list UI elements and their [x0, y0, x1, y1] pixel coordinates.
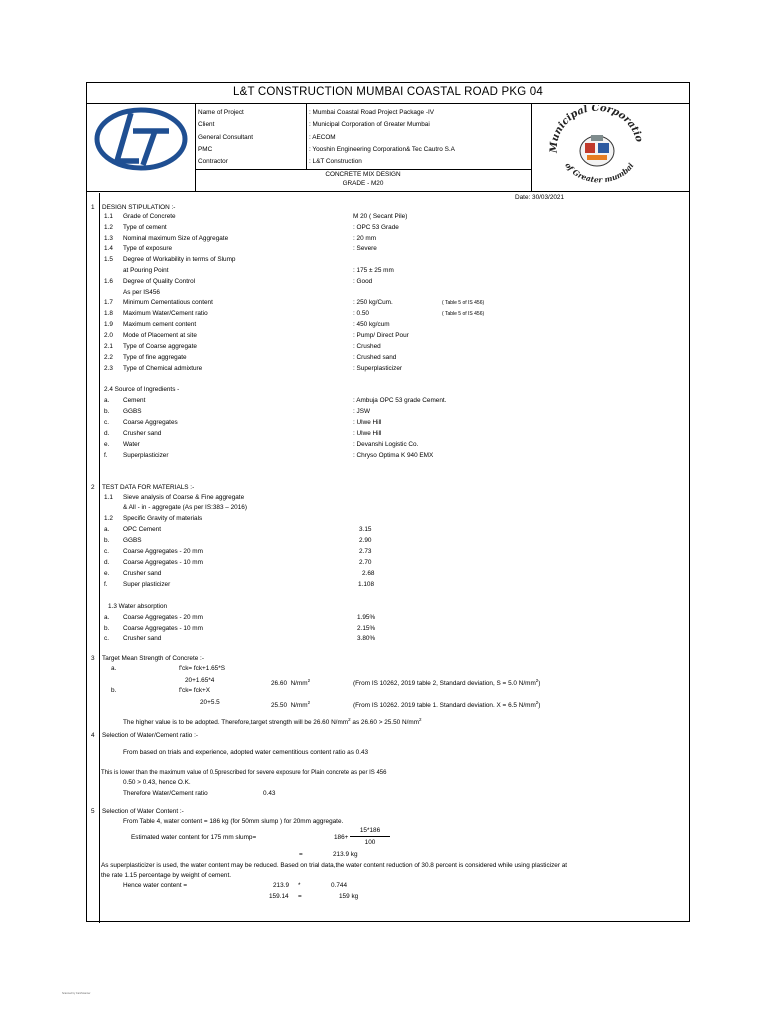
item-value: : 0.50	[353, 310, 369, 317]
item-label: Specific Gravity of materials	[123, 515, 203, 522]
sub-heading: 1.3 Water absorption	[108, 603, 168, 610]
note-end: )	[538, 680, 541, 687]
item-label: Type of fine aggregate	[123, 354, 187, 361]
item-value: : Severe	[353, 245, 377, 252]
item-label: & All - in - aggregate (As per IS:383 – 2016)	[123, 504, 247, 511]
item-label: Grade of Concrete	[123, 213, 176, 220]
item-number: b.	[104, 625, 110, 632]
item-label: Water	[123, 441, 140, 448]
section-heading: TEST DATA FOR MATERIALS :-	[102, 484, 195, 491]
body-text: Estimated water content for 175 mm slump=	[131, 834, 257, 841]
body-text: Therefore Water/Cement ratio	[123, 790, 208, 797]
item-number: 1.5	[104, 256, 113, 263]
result-number: 25.50	[271, 702, 287, 709]
item-number: a.	[111, 665, 117, 672]
body-text: From Table 4, water content = 186 kg (for 50mm slump ) for 20mm aggregate.	[123, 818, 344, 825]
unit-power: 2	[348, 717, 351, 722]
divider	[87, 103, 689, 104]
section-heading: Target Mean Strength of Concrete :-	[102, 655, 204, 662]
footer-watermark: Scanned by CamScanner	[62, 992, 91, 995]
header-label: Client	[198, 121, 215, 128]
fraction-bar	[350, 836, 390, 837]
item-label: Superplasticizer	[123, 452, 169, 459]
body-text: the rate 1.15 percentage by weight of cement.	[101, 872, 232, 879]
item-number: 2.3	[104, 365, 113, 372]
item-label: Maximum Water/Cement ratio	[123, 310, 208, 317]
header-label: Name of Project	[198, 109, 244, 116]
reference-note-text: (From IS 10262. 2019 table 1. Standard deviation. X = 6.5 N/mm	[353, 702, 536, 709]
item-number: 1.1	[104, 213, 113, 220]
header-label: General Consultant	[198, 134, 254, 141]
unit-power: 2	[419, 717, 422, 722]
item-label: Coarse Aggregates - 20 mm	[123, 614, 203, 621]
item-value: : JSW	[353, 408, 371, 415]
item-number: b.	[104, 537, 110, 544]
formula: f'ck= fck+X	[179, 687, 211, 694]
item-label: Nominal maximum Size of Aggregate	[123, 235, 229, 242]
reference-note	[353, 677, 540, 688]
item-value: : Ambuja OPC 53 grade Cement.	[353, 397, 447, 404]
mix-design-sheet	[86, 82, 690, 922]
item-value: : Pump/ Direct Pour	[353, 332, 409, 339]
item-value: : OPC 53 Grade	[353, 224, 399, 231]
item-value: : 250 kg/Cum.	[353, 299, 393, 306]
sub-heading: 2.4 Source of Ingredients -	[104, 386, 180, 393]
item-number: 1.7	[104, 299, 113, 306]
item-number: a.	[104, 526, 110, 533]
body-text: This is lower than the maximum value of 0.5prescribed for severe exposure for Plain concrete as per IS 456	[101, 770, 387, 776]
equals-sign: =	[298, 893, 302, 900]
item-number: 1.4	[104, 245, 113, 252]
formula-calc: 20+5.5	[200, 699, 220, 706]
divider	[531, 103, 532, 191]
equals-sign: =	[299, 851, 303, 858]
item-value: : 20 mm	[353, 235, 377, 242]
item-value: : Ulwe Hill	[353, 430, 382, 437]
formula-calc: 20+1.65*4	[185, 677, 215, 684]
section-heading: Selection of Water Content :-	[102, 808, 184, 815]
item-label: Crusher sand	[123, 430, 162, 437]
page-title: L&T CONSTRUCTION MUMBAI COASTAL ROAD PKG 04	[233, 86, 543, 98]
fraction-denominator: 100	[364, 839, 376, 846]
calc-value: 213.9	[273, 882, 289, 889]
item-number: 2.1	[104, 343, 113, 350]
item-number: 1.3	[104, 235, 113, 242]
item-number: b.	[104, 408, 110, 415]
item-number: 1.8	[104, 310, 113, 317]
section-number: 5	[91, 808, 95, 815]
item-value: : Chryso Optima K 940 EMX	[353, 452, 434, 459]
item-label: Crusher sand	[123, 570, 162, 577]
item-label: GGBS	[123, 408, 142, 415]
body-text: Hence water content =	[123, 882, 188, 889]
body-text: 0.50 > 0.43, hence O.K.	[123, 779, 191, 786]
item-value: : 450 kg/cum	[353, 321, 390, 328]
item-label: Cement	[123, 397, 146, 404]
section-number: 3	[91, 655, 95, 662]
item-number: 1.2	[104, 224, 113, 231]
item-label: at Pouring Point	[123, 267, 169, 274]
result-value	[271, 677, 310, 688]
item-value: M 20 ( Secant Pile)	[353, 213, 408, 220]
divider	[99, 193, 100, 923]
fraction-numerator: 15*186	[359, 827, 381, 834]
item-label: GGBS	[123, 537, 142, 544]
header-value: : Municipal Corporation of Greater Mumbai	[309, 121, 430, 128]
item-number: 1.9	[104, 321, 113, 328]
item-number: d.	[104, 559, 110, 566]
doc-title: CONCRETE MIX DESIGN	[325, 171, 401, 178]
unit-power: 2	[307, 678, 311, 683]
item-value: 3.15	[359, 526, 372, 533]
item-value: : 175 ± 25 mm	[353, 267, 394, 274]
result-value	[271, 699, 310, 710]
formula-calc: 186+	[334, 834, 349, 841]
date-label: Date: 30/03/2021	[515, 194, 565, 201]
item-number: a.	[104, 614, 110, 621]
item-number: 1.1	[104, 494, 113, 501]
seal-top-text: Municipal Corporatio	[548, 105, 645, 154]
item-label: Minimum Cementatious content	[123, 299, 213, 306]
item-number: e.	[104, 441, 110, 448]
header-value: : Mumbai Coastal Road Project Package -IV	[309, 109, 435, 116]
conclusion-text	[123, 716, 422, 727]
item-label: Type of cement	[123, 224, 167, 231]
item-value: : Crushed	[353, 343, 381, 350]
conclusion-part: as 26.60 > 25.50 N/mm	[350, 719, 420, 726]
operator: *	[298, 882, 301, 889]
divider	[306, 103, 307, 169]
header-label: PMC	[198, 146, 213, 153]
item-value: 1.108	[358, 581, 374, 588]
item-value: 3.80%	[357, 635, 376, 642]
item-number: c.	[104, 419, 109, 426]
section-heading: DESIGN STIPULATION :-	[102, 204, 176, 211]
item-label: Crusher sand	[123, 635, 162, 642]
item-reference: ( Table 5 of IS 456)	[442, 311, 485, 317]
section-heading: Selection of Water/Cement ratio :-	[102, 732, 199, 739]
result-value: 159 kg	[339, 893, 359, 900]
result-number: 26.60	[271, 680, 287, 687]
item-label: As per IS456	[123, 289, 160, 296]
header-label: Contractor	[198, 158, 228, 165]
formula: f'ck= fck+1.65*S	[179, 665, 225, 672]
conclusion-part: The higher value is to be adopted. Therefore,target strength will be 26.60 N/mm	[123, 719, 349, 726]
item-number: 2.2	[104, 354, 113, 361]
item-number: a.	[104, 397, 110, 404]
item-label: Maximum cement content	[123, 321, 197, 328]
section-number: 2	[91, 484, 95, 491]
item-label: Degree of Workability in terms of Slump	[123, 256, 236, 263]
item-value: 2.15%	[357, 625, 376, 632]
grade-label: GRADE - M20	[342, 180, 384, 187]
unit-label: N/mm	[290, 680, 308, 687]
item-number: 1.2	[104, 515, 113, 522]
item-label: Mode of Placement at site	[123, 332, 197, 339]
header-value: : L&T Construction	[309, 158, 362, 165]
divider	[195, 169, 531, 170]
item-number: 2.0	[104, 332, 113, 339]
item-value: 2.68	[362, 570, 375, 577]
item-label: Type of Chemical admixture	[123, 365, 203, 372]
item-number: f.	[104, 452, 108, 459]
body-text: From based on trials and experience, adopted water cementitious content ratio as 0.43	[123, 749, 369, 756]
unit-power: 2	[535, 700, 539, 705]
lt-logo-icon	[93, 107, 189, 176]
unit-label: N/mm	[290, 702, 308, 709]
item-value: : Crushed sand	[353, 354, 397, 361]
item-value: : Devanshi Logistic Co.	[353, 441, 419, 448]
item-label: OPC Cement	[123, 526, 162, 533]
item-label: Type of Coarse aggregate	[123, 343, 197, 350]
result-value: 213.9 kg	[333, 851, 358, 858]
item-number: f.	[104, 581, 108, 588]
item-label: Sieve analysis of Coarse & Fine aggregate	[123, 494, 245, 501]
calc-value: 159.14	[269, 893, 289, 900]
body-text: As superplasticizer is used, the water content may be reduced. Based on trial data,the water content reduction of 30.8 percent is considered while using plasticizer at	[101, 862, 568, 869]
item-value: 2.73	[359, 548, 372, 555]
item-number: b.	[111, 687, 117, 694]
item-value: : Good	[353, 278, 373, 285]
item-label: Type of exposure	[123, 245, 173, 252]
unit-power: 2	[307, 700, 311, 705]
wc-ratio-value: 0.43	[263, 790, 276, 797]
note-end: )	[538, 702, 541, 709]
item-label: Coarse Aggregates - 10 mm	[123, 559, 203, 566]
item-value: : Ulwe Hill	[353, 419, 382, 426]
section-number: 1	[91, 204, 95, 211]
item-value: 2.90	[359, 537, 372, 544]
seal-bottom-text: of Greater mumbai	[563, 160, 636, 185]
item-reference: ( Table 5 of IS 456)	[442, 300, 485, 306]
item-label: Super plasticizer	[123, 581, 171, 588]
header-value: : Yooshin Engineering Corporation& Tec Cautro S.A	[309, 146, 455, 153]
header-value: : AECOM	[309, 134, 336, 141]
item-number: e.	[104, 570, 110, 577]
item-number: c.	[104, 635, 109, 642]
item-number: d.	[104, 430, 110, 437]
item-value: 1.95%	[357, 614, 376, 621]
item-label: Coarse Aggregates - 10 mm	[123, 625, 203, 632]
item-label: Degree of Quality Control	[123, 278, 196, 285]
item-value: : Superplasticizer	[353, 365, 403, 372]
item-label: Coarse Aggregates - 20 mm	[123, 548, 203, 555]
calc-value: 0.744	[331, 882, 347, 889]
reference-note-text: (From IS 10262, 2019 table 2, Standard deviation, S = 5.0 N/mm	[353, 680, 536, 687]
item-label: Coarse Aggregates	[123, 419, 178, 426]
section-number: 4	[91, 732, 95, 739]
municipal-seal-icon	[543, 105, 651, 194]
reference-note	[353, 699, 540, 710]
unit-power: 2	[535, 678, 539, 683]
item-number: 1.6	[104, 278, 113, 285]
item-value: 2.70	[359, 559, 372, 566]
item-number: c.	[104, 548, 109, 555]
